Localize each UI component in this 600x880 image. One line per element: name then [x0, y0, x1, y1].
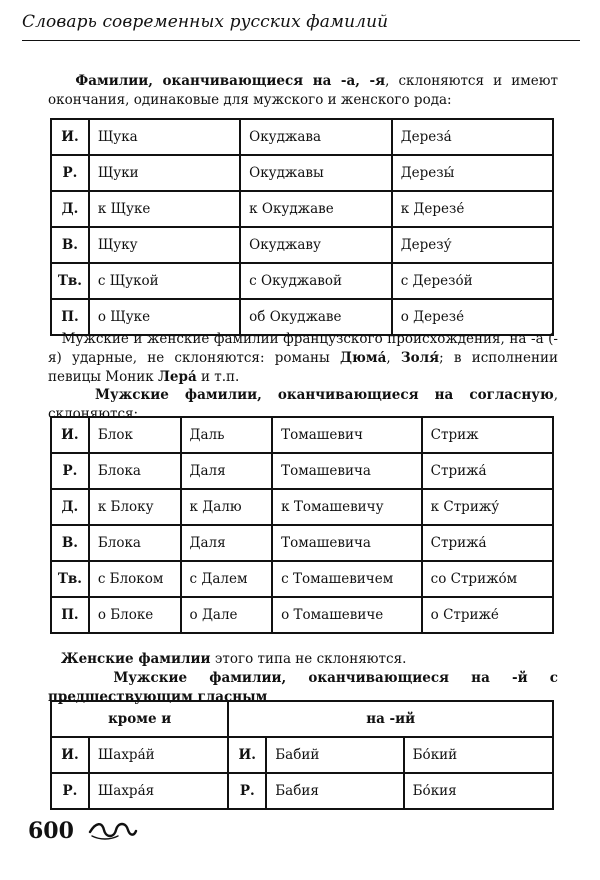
table-row — [51, 737, 553, 773]
intro-bold: Фамилии, оканчивающиеся на -а, -я — [75, 73, 386, 89]
table-cell: Бабия — [266, 773, 403, 809]
table-row — [51, 453, 553, 489]
table-cell: о Дерезе́ — [392, 299, 553, 335]
table-cell: Шахра́й — [89, 737, 229, 773]
table-cell: Окуджава — [240, 119, 392, 155]
table-cell: с Дерезо́й — [392, 263, 553, 299]
table-row — [51, 417, 553, 453]
table-cell: о Щуке — [89, 299, 240, 335]
table-cell: к Стрижу́ — [422, 489, 553, 525]
table-cell: Блока — [89, 525, 181, 561]
para-bold: Золя́ — [400, 350, 440, 366]
case-label: Д. — [51, 489, 89, 525]
table-cell: Окуджавы — [240, 155, 392, 191]
table-cell: Дереза́ — [392, 119, 553, 155]
table-cell: Даль — [181, 417, 273, 453]
table-cell: Щуку — [89, 227, 240, 263]
para-bold: Мужские фамилии, оканчивающиеся на -й с предшествующим гласным — [48, 670, 559, 705]
declension-table-c — [50, 700, 554, 810]
table-cell: Даля — [181, 525, 273, 561]
header-on-ij: на -ий — [228, 701, 553, 737]
table-cell: Дерезу́ — [392, 227, 553, 263]
case-label: П. — [51, 299, 89, 335]
table-row — [51, 489, 553, 525]
para-text: , — [386, 350, 401, 366]
table-cell: с Окуджавой — [240, 263, 392, 299]
para-bold: Женские фамилии — [60, 651, 211, 667]
table-header-row — [51, 701, 553, 737]
case-label: И. — [51, 737, 89, 773]
table-cell: Томашевича — [272, 525, 422, 561]
table-cell: о Стриже́ — [422, 597, 553, 633]
table-cell: Блок — [89, 417, 181, 453]
table-cell: с Томашевичем — [272, 561, 422, 597]
para-text: Мужские и женские фамилии французского происхождения, на -а (-я) ударные, не склоняются: романы — [48, 331, 558, 366]
table-cell: Щуки — [89, 155, 240, 191]
table-cell: с Блоком — [89, 561, 181, 597]
case-label: И. — [51, 417, 89, 453]
feminine-names-paragraph — [48, 650, 558, 669]
case-label: И. — [228, 737, 266, 773]
header-rule — [22, 40, 580, 41]
table-row — [51, 227, 553, 263]
case-label: Д. — [51, 191, 89, 227]
case-label: Р. — [51, 773, 89, 809]
para-bold: Лера́ — [157, 369, 197, 385]
header-except-i: кроме и — [51, 701, 228, 737]
table-row — [51, 597, 553, 633]
table-cell: Бо́кий — [404, 737, 553, 773]
table-cell: о Блоке — [89, 597, 181, 633]
case-label: Р. — [51, 155, 89, 191]
table-cell: Бабий — [266, 737, 403, 773]
table-cell: Томашевича — [272, 453, 422, 489]
table-cell: к Томашевичу — [272, 489, 422, 525]
para-text: ; в исполнении певицы Моник — [48, 350, 558, 385]
table-cell: о Томашевиче — [272, 597, 422, 633]
table-cell: с Далем — [181, 561, 273, 597]
case-label: И. — [51, 119, 89, 155]
declension-table-a — [50, 118, 554, 336]
table-row — [51, 263, 553, 299]
table-cell: Блока — [89, 453, 181, 489]
table-cell: к Дерезе́ — [392, 191, 553, 227]
table-cell: к Блоку — [89, 489, 181, 525]
table-cell: с Щукой — [89, 263, 240, 299]
table-row — [51, 119, 553, 155]
table-cell: Стрижа́ — [422, 453, 553, 489]
table-cell: Дерезы́ — [392, 155, 553, 191]
table-cell: к Далю — [181, 489, 273, 525]
table-cell: Щука — [89, 119, 240, 155]
case-label: Р. — [228, 773, 266, 809]
table-cell: Томашевич — [272, 417, 422, 453]
page-number: 600 — [28, 818, 74, 844]
table-cell: об Окуджаве — [240, 299, 392, 335]
para-bold: Мужские фамилии, оканчивающиеся на согласную — [95, 387, 554, 403]
table-row — [51, 155, 553, 191]
table-cell: к Окуджаве — [240, 191, 392, 227]
table-row — [51, 191, 553, 227]
table-cell: Окуджаву — [240, 227, 392, 263]
table-cell: Стриж — [422, 417, 553, 453]
intro-rest: , склоняются и имеют окончания, одинаковые для мужского и женского рода: — [48, 73, 558, 108]
case-label: В. — [51, 227, 89, 263]
para-text: , склоняются: — [48, 387, 559, 422]
table-cell: Бо́кия — [404, 773, 553, 809]
para-text: этого типа не склоняются. — [210, 651, 407, 667]
page-header — [22, 12, 580, 42]
table-cell: о Дале — [181, 597, 273, 633]
intro-paragraph — [48, 72, 558, 110]
book-title: Словарь современных русских фамилий — [22, 12, 389, 32]
case-label: Тв. — [51, 263, 89, 299]
case-label: Р. — [51, 453, 89, 489]
table-cell: Стрижа́ — [422, 525, 553, 561]
para-bold: Дюма́ — [340, 350, 387, 366]
table-cell: к Щуке — [89, 191, 240, 227]
case-label: Тв. — [51, 561, 89, 597]
para-text: и т.п. — [196, 369, 240, 385]
declension-table-b — [50, 416, 554, 634]
flourish-ornament-icon — [88, 820, 138, 842]
table-cell: со Стрижо́м — [422, 561, 553, 597]
case-label: В. — [51, 525, 89, 561]
table-cell: Даля — [181, 453, 273, 489]
table-cell: Шахра́я — [89, 773, 229, 809]
table-row — [51, 525, 553, 561]
french-names-paragraph — [48, 330, 558, 387]
case-label: П. — [51, 597, 89, 633]
table-row — [51, 561, 553, 597]
table-row — [51, 773, 553, 809]
